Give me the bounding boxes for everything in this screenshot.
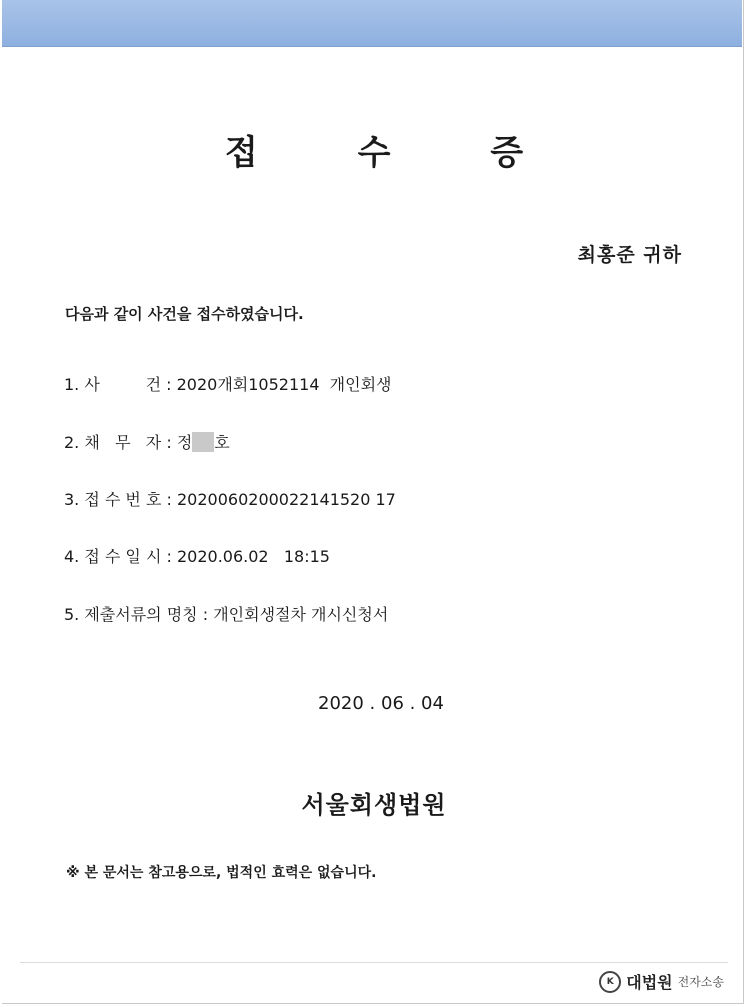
court-name: 서울회생법원: [301, 791, 447, 819]
footer-divider: [20, 962, 728, 963]
item-receipt-datetime: [64, 544, 330, 567]
item-label: 2. 채 무 자 :: [64, 433, 177, 452]
item-value: 2020.06.02 18:15: [177, 547, 330, 566]
logo-sub-text: 전자소송: [677, 975, 724, 989]
item-debtor: [64, 430, 230, 453]
disclaimer-note: ※ 본 문서는 참고용으로, 법적인 효력은 없습니다.: [66, 865, 377, 881]
court-seal-icon: K: [599, 971, 621, 993]
item-value: 2020060200022141520 17: [177, 490, 396, 509]
intro-text: 다음과 같이 사건을 접수하였습니다.: [65, 305, 304, 323]
item-value-suffix: 호: [214, 433, 230, 452]
item-case: [64, 372, 392, 395]
item-value: 개인회생절차 개시신청서: [213, 605, 389, 624]
issue-date: 2020 . 06 . 04: [318, 693, 444, 714]
item-label: 4. 접 수 일 시 :: [64, 547, 177, 566]
document-title: 접 수 증: [224, 133, 568, 173]
item-label: 1. 사 건 :: [64, 375, 177, 394]
redaction-box: [192, 432, 214, 452]
logo-main-text: 대법원: [626, 973, 673, 992]
item-value: 2020개회1052114 개인회생: [176, 375, 392, 394]
item-document-name: [64, 602, 388, 625]
footer-logo: [599, 970, 724, 993]
item-receipt-number: [64, 487, 396, 510]
item-label: 3. 접 수 번 호 :: [64, 490, 177, 509]
recipient-name: 최홍준 귀하: [577, 244, 682, 266]
item-label: 5. 제출서류의 명칭 :: [64, 605, 214, 624]
item-value-prefix: 정: [176, 433, 193, 452]
